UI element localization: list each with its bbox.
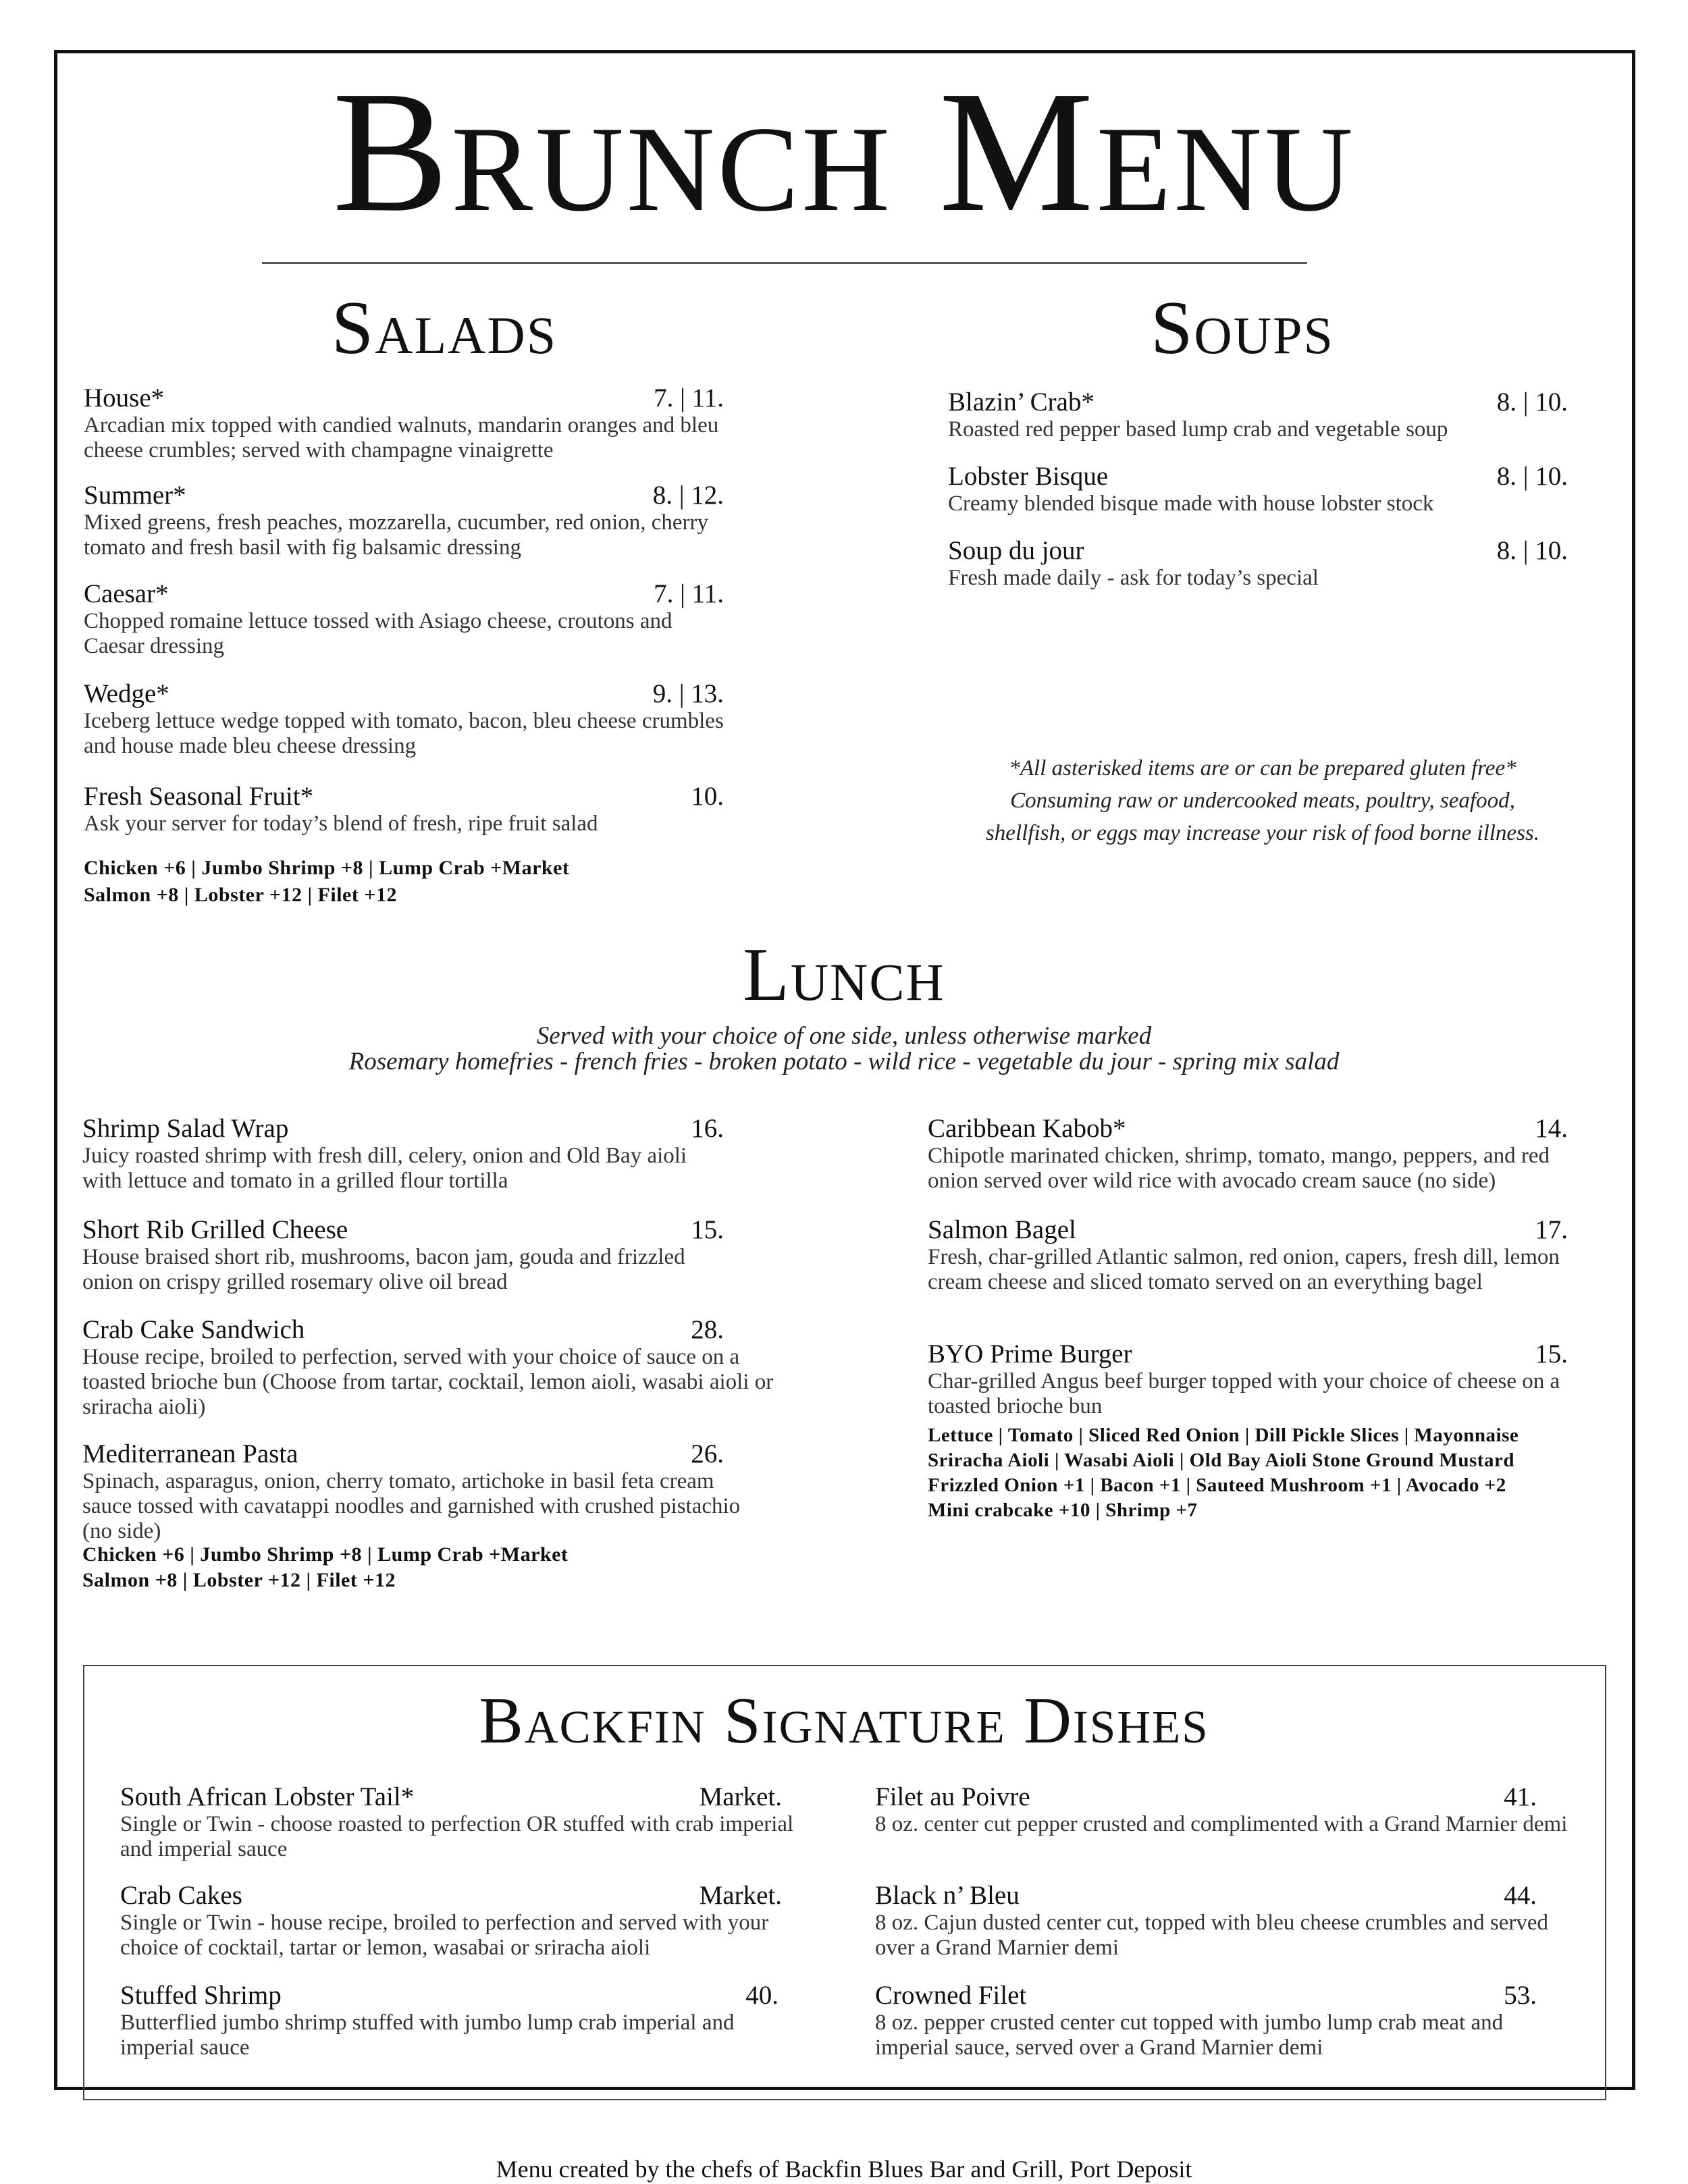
- item-price: 44.: [1504, 1881, 1537, 1910]
- item-price: 8. | 10.: [1496, 536, 1568, 565]
- item-price: 7. | 11.: [654, 383, 724, 412]
- item-name: Mediterranean Pasta: [82, 1439, 298, 1468]
- item-name: Crab Cakes: [120, 1881, 242, 1910]
- item-desc: Chipotle marinated chicken, shrimp, tomato, mango, peppers, and red onion served over wild rice with avocado cream sauce (no side): [928, 1144, 1550, 1193]
- menu-item: [948, 388, 1568, 442]
- menu-item: [875, 1981, 1577, 2060]
- menu-item: [875, 1782, 1577, 1837]
- item-name: Blazin’ Crab*: [948, 388, 1094, 417]
- menu-item: [875, 1881, 1577, 1961]
- item-desc: 8 oz. pepper crusted center cut topped with jumbo lump crab meat and imperial sauce, served over a Grand Marnier demi: [875, 2010, 1504, 2060]
- topping-line: Sriracha Aioli | Wasabi Aioli | Old Bay Aioli Stone Ground Mustard: [928, 1449, 1514, 1471]
- menu-item: [928, 1339, 1568, 1419]
- notice-line: Consuming raw or undercooked meats, poultry, seafood,: [1010, 789, 1515, 813]
- item-desc: 8 oz. center cut pepper crusted and complimented with a Grand Marnier demi: [875, 1812, 1568, 1836]
- item-name: Lobster Bisque: [948, 462, 1109, 491]
- item-name: South African Lobster Tail*: [120, 1782, 415, 1811]
- menu-item: [84, 481, 724, 560]
- lunch-sides: Rosemary homefries - french fries - broken potato - wild rice - vegetable du jour - spring mix salad: [348, 1048, 1340, 1075]
- menu-item: [948, 462, 1568, 516]
- item-desc: Juicy roasted shrimp with fresh dill, celery, onion and Old Bay aioli with lettuce and tomato in a grilled flour tortilla: [82, 1144, 687, 1193]
- topping-line: Mini crabcake +10 | Shrimp +7: [928, 1499, 1198, 1521]
- item-price: 15.: [691, 1215, 724, 1244]
- addon-line: Chicken +6 | Jumbo Shrimp +8 | Lump Crab +Market: [82, 1543, 569, 1566]
- item-desc: Roasted red pepper based lump crab and vegetable soup: [948, 417, 1448, 442]
- menu-item: [120, 1782, 795, 1862]
- item-name: Caribbean Kabob*: [928, 1114, 1126, 1143]
- menu-item: [928, 1114, 1568, 1194]
- item-price: 16.: [691, 1114, 724, 1143]
- item-price: 28.: [691, 1315, 724, 1344]
- item-name: BYO Prime Burger: [928, 1339, 1132, 1368]
- item-name: Crowned Filet: [875, 1981, 1027, 2010]
- item-desc: Iceberg lettuce wedge topped with tomato, bacon, bleu cheese crumbles and house made bleu cheese dressing: [84, 709, 724, 758]
- item-price: 14.: [1535, 1114, 1568, 1143]
- item-price: Market.: [699, 1881, 782, 1910]
- soups-heading: Soups: [1151, 286, 1334, 370]
- item-desc: 8 oz. Cajun dusted center cut, topped with bleu cheese crumbles and served over a Grand Marnier demi: [875, 1911, 1549, 1960]
- footer-credit: Menu created by the chefs of Backfin Blues Bar and Grill, Port Deposit: [496, 2156, 1192, 2183]
- lunch-subtitle: Served with your choice of one side, unless otherwise marked: [536, 1022, 1152, 1050]
- burger-toppings: [928, 1423, 1519, 1523]
- item-price: 40.: [745, 1981, 779, 2010]
- menu-item: [84, 782, 724, 836]
- item-price: 15.: [1535, 1339, 1568, 1368]
- item-desc: Ask your server for today’s blend of fresh, ripe fruit salad: [84, 811, 598, 836]
- item-desc: Creamy blended bisque made with house lobster stock: [948, 491, 1434, 516]
- item-price: Market.: [699, 1782, 782, 1811]
- item-price: 9. | 13.: [652, 679, 724, 708]
- menu-item: [948, 536, 1568, 591]
- item-name: Filet au Poivre: [875, 1782, 1030, 1811]
- item-name: Fresh Seasonal Fruit*: [84, 782, 314, 811]
- item-desc: House braised short rib, mushrooms, bacon jam, gouda and frizzled onion on crispy grilled rosemary olive oil bread: [82, 1245, 685, 1294]
- item-price: 41.: [1504, 1782, 1537, 1811]
- menu-item: [120, 1881, 795, 1961]
- item-price: 8. | 10.: [1496, 388, 1568, 417]
- item-name: House*: [84, 383, 165, 412]
- notice-line: *All asterisked items are or can be prepared gluten free*: [1009, 756, 1516, 780]
- menu-item: [84, 579, 724, 659]
- item-desc: Spinach, asparagus, onion, cherry tomato, artichoke in basil feta cream sauce tossed with cavatappi noodles and garnished with crushed pistachio (no side): [82, 1469, 741, 1543]
- addon-line: Chicken +6 | Jumbo Shrimp +8 | Lump Crab +Market: [84, 857, 570, 879]
- item-price: 8. | 12.: [652, 481, 724, 510]
- item-desc: House recipe, broiled to perfection, served with your choice of sauce on a toasted brioche bun (Choose from tartar, cocktail, lemon aioli, wasabi aioli or sriracha aioli): [82, 1345, 774, 1419]
- menu-item: [82, 1439, 744, 1544]
- item-name: Stuffed Shrimp: [120, 1981, 282, 2010]
- item-name: Short Rib Grilled Cheese: [82, 1215, 348, 1244]
- item-desc: Single or Twin - choose roasted to perfection OR stuffed with crab imperial and imperial sauce: [120, 1812, 794, 1861]
- menu-item: [928, 1215, 1568, 1295]
- item-price: 7. | 11.: [654, 579, 724, 608]
- addon-line: Salmon +8 | Lobster +12 | Filet +12: [84, 884, 397, 906]
- item-desc: Single or Twin - house recipe, broiled to perfection and served with your choice of cocktail, tartar or lemon, wasabai or sriracha aioli: [120, 1911, 769, 1960]
- topping-line: Lettuce | Tomato | Sliced Red Onion | Dill Pickle Slices | Mayonnaise: [928, 1424, 1519, 1446]
- item-name: Black n’ Bleu: [875, 1881, 1020, 1910]
- item-desc: Fresh made daily - ask for today’s special: [948, 566, 1319, 590]
- pasta-addons: [82, 1542, 568, 1593]
- menu-item: [120, 1981, 795, 2060]
- item-name: Salmon Bagel: [928, 1215, 1076, 1244]
- item-price: 8. | 10.: [1496, 462, 1568, 491]
- notice-line: shellfish, or eggs may increase your risk of food borne illness.: [985, 821, 1540, 845]
- item-name: Shrimp Salad Wrap: [82, 1114, 289, 1143]
- menu-item: [82, 1114, 724, 1194]
- item-desc: Fresh, char-grilled Atlantic salmon, red onion, capers, fresh dill, lemon cream cheese and sliced tomato served on an everything bagel: [928, 1245, 1560, 1294]
- item-desc: Mixed greens, fresh peaches, mozzarella, cucumber, red onion, cherry tomato and fresh basil with fig balsamic dressing: [84, 510, 709, 560]
- menu-item: [84, 679, 724, 759]
- item-desc: Butterflied jumbo shrimp stuffed with jumbo lump crab imperial and imperial sauce: [120, 2010, 735, 2060]
- item-desc: Char-grilled Angus beef burger topped with your choice of cheese on a toasted brioche bun: [928, 1369, 1560, 1418]
- item-price: 53.: [1504, 1981, 1537, 2010]
- item-name: Crab Cake Sandwich: [82, 1315, 305, 1344]
- page-title: Brunch Menu: [332, 55, 1356, 248]
- item-desc: Arcadian mix topped with candied walnuts, mandarin oranges and bleu cheese crumbles; served with champagne vinaigrette: [84, 413, 719, 462]
- item-price: 17.: [1535, 1215, 1568, 1244]
- item-desc: Chopped romaine lettuce tossed with Asiago cheese, croutons and Caesar dressing: [84, 609, 672, 658]
- title-divider: [262, 262, 1307, 264]
- item-name: Wedge*: [84, 679, 169, 708]
- item-name: Soup du jour: [948, 536, 1084, 565]
- menu-item: [82, 1315, 778, 1420]
- topping-line: Frizzled Onion +1 | Bacon +1 | Sauteed Mushroom +1 | Avocado +2: [928, 1474, 1506, 1496]
- item-name: Caesar*: [84, 579, 169, 608]
- gluten-free-notice: [932, 752, 1593, 849]
- salad-addons: [84, 855, 569, 909]
- lunch-heading: Lunch: [743, 933, 945, 1017]
- salads-heading: Salads: [331, 286, 558, 370]
- item-name: Summer*: [84, 481, 186, 510]
- item-price: 26.: [691, 1439, 724, 1468]
- menu-item: [84, 383, 724, 463]
- item-price: 10.: [691, 782, 724, 811]
- addon-line: Salmon +8 | Lobster +12 | Filet +12: [82, 1569, 396, 1591]
- signature-heading: Backfin Signature Dishes: [479, 1684, 1209, 1757]
- menu-item: [82, 1215, 724, 1295]
